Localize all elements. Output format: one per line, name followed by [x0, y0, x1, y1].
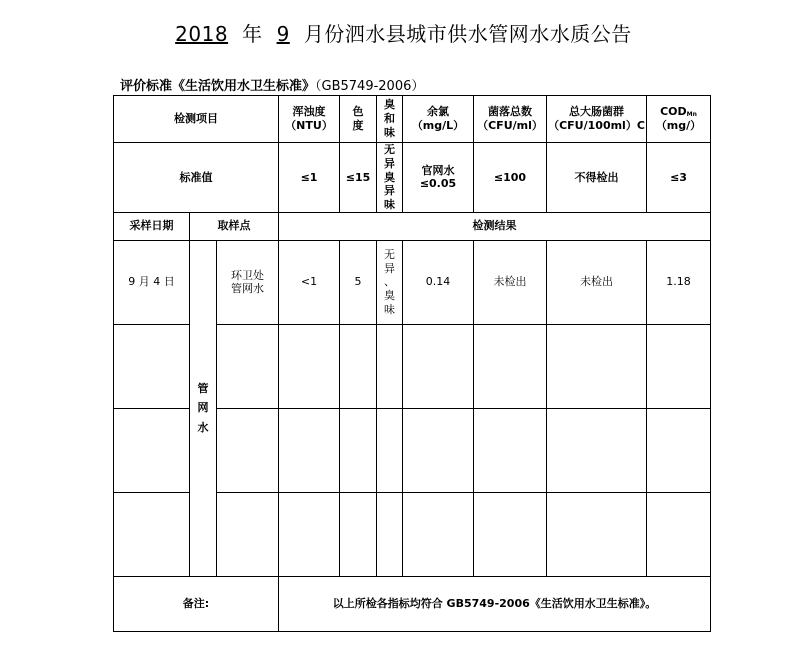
empty-cell: [217, 324, 279, 408]
standard-row: [114, 143, 711, 213]
standard-cod: ≤3: [647, 143, 711, 213]
standard-coliform: 不得检出: [547, 143, 647, 213]
empty-cell: [217, 492, 279, 576]
standard-row-label: 标准值: [114, 143, 279, 213]
water-type-cell: 管 网 水: [190, 240, 217, 576]
standard-odor: 无 异 臭 异 味: [377, 143, 403, 213]
header-cod: CODMn （mg/）: [647, 96, 711, 143]
record-point: 环卫处 管网水: [217, 240, 279, 324]
empty-cell: [340, 492, 377, 576]
empty-cell: [474, 324, 547, 408]
empty-cell: [403, 492, 474, 576]
water-quality-table: [113, 95, 711, 632]
empty-cell: [474, 492, 547, 576]
empty-cell: [377, 408, 403, 492]
empty-cell: [279, 408, 340, 492]
empty-cell: [547, 324, 647, 408]
standard-line: [120, 75, 424, 94]
empty-cell: [647, 492, 711, 576]
record-chlorine: 0.14: [403, 240, 474, 324]
standard-color: ≤15: [340, 143, 377, 213]
empty-cell: [114, 408, 190, 492]
empty-cell: [340, 324, 377, 408]
header-row: [114, 96, 711, 143]
record-coliform: 未检出: [547, 240, 647, 324]
record-color: 5: [340, 240, 377, 324]
standard-turbidity: ≤1: [279, 143, 340, 213]
empty-cell: [340, 408, 377, 492]
record-date: 9 月 4 日: [114, 240, 190, 324]
page-title: [0, 18, 793, 47]
column-date: 采样日期: [114, 212, 190, 240]
empty-cell: [547, 408, 647, 492]
empty-cell: [114, 324, 190, 408]
record-bacteria: 未检出: [474, 240, 547, 324]
empty-cell: [279, 492, 340, 576]
header-chlorine: 余氯 （mg/L）: [403, 96, 474, 143]
empty-cell: [647, 324, 711, 408]
table-row: [114, 240, 711, 324]
record-odor: 无 异 、 臭 味: [377, 240, 403, 324]
header-turbidity: 浑浊度 （NTU）: [279, 96, 340, 143]
column-header-row: [114, 212, 711, 240]
empty-cell: [279, 324, 340, 408]
empty-cell: [403, 324, 474, 408]
column-point: 取样点: [190, 212, 279, 240]
empty-cell: [377, 492, 403, 576]
record-cod: 1.18: [647, 240, 711, 324]
title-year-suffix: 年: [242, 22, 263, 46]
empty-cell: [474, 408, 547, 492]
footer-note: 以上所检各指标均符合 GB5749-2006《生活饮用水卫生标准》。: [279, 576, 711, 631]
header-odor: 臭 和 味: [377, 96, 403, 143]
empty-cell: [403, 408, 474, 492]
footer-label: 备注:: [114, 576, 279, 631]
standard-chlorine: 官网水 ≤0.05: [403, 143, 474, 213]
record-turbidity: <1: [279, 240, 340, 324]
title-month: 9: [276, 22, 290, 46]
header-coliform: 总大肠菌群 （CFU/100ml）C: [547, 96, 647, 143]
footer-row: [114, 576, 711, 631]
title-rest: 月份泗水县城市供水管网水水质公告: [303, 22, 632, 46]
header-color: 色 度: [340, 96, 377, 143]
standard-label: 评价标准《生活饮用水卫生标准》: [120, 79, 316, 94]
empty-cell: [114, 492, 190, 576]
empty-cell: [377, 324, 403, 408]
title-year: 2018: [175, 22, 229, 46]
header-item: 检测项目: [114, 96, 279, 143]
header-bacteria: 菌落总数 （CFU/ml）: [474, 96, 547, 143]
standard-bacteria: ≤100: [474, 143, 547, 213]
standard-code: （GB5749-2006）: [315, 79, 425, 94]
empty-cell: [217, 408, 279, 492]
empty-cell: [547, 492, 647, 576]
empty-cell: [647, 408, 711, 492]
column-results: 检测结果: [279, 212, 711, 240]
